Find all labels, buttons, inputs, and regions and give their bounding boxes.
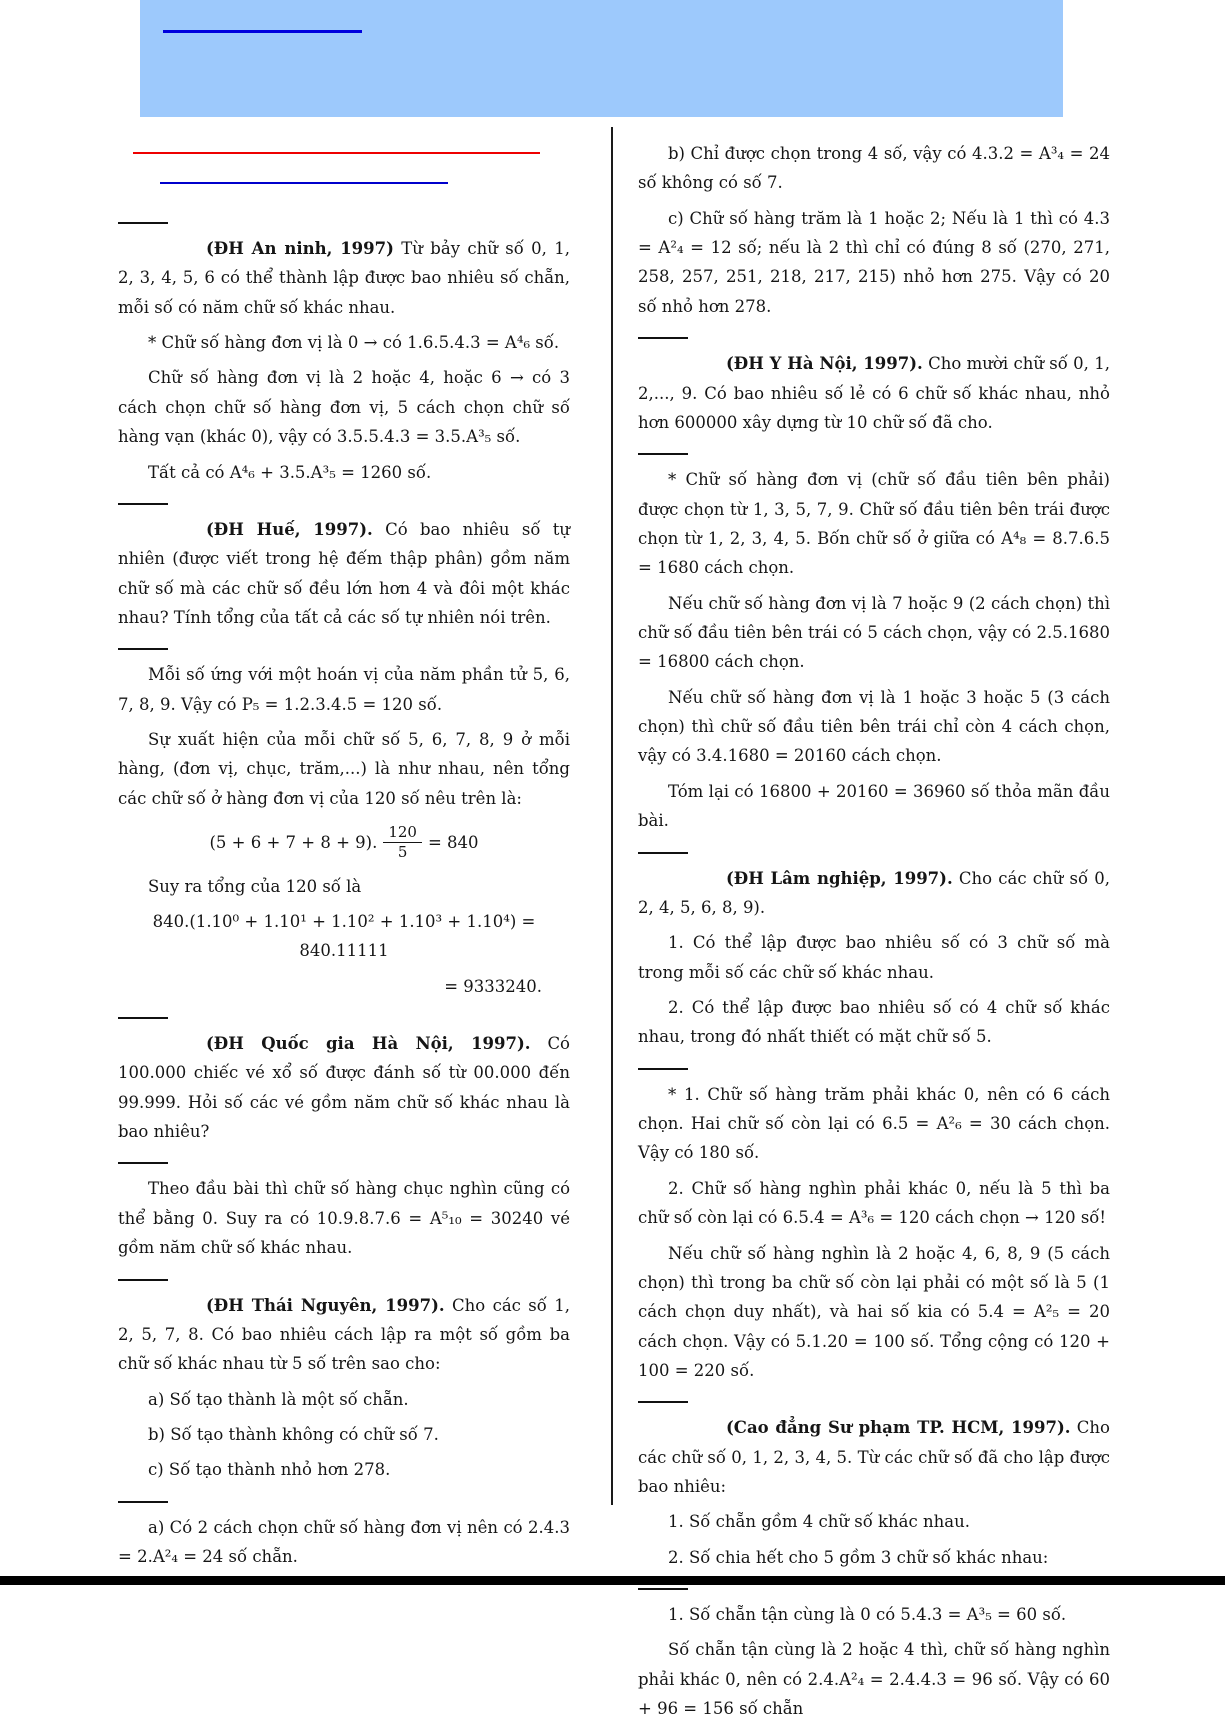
problem-text: Có bao nhiêu số tự nhiên (được viết trong hệ đếm thập phân) gồm năm chữ số mà các chữ số đều lớn hơn 4 và đôi một khác nhau? Tính tổng của tất cả các số tự nhiên nói trên. bbox=[118, 519, 571, 627]
fraction-numerator: 120 bbox=[383, 823, 422, 843]
fraction-denominator: 5 bbox=[397, 842, 408, 861]
fraction bbox=[383, 823, 422, 862]
problem-source: (ĐH Y Hà Nội, 1997). bbox=[726, 354, 923, 374]
solution-paragraph: Nếu chữ số hàng đơn vị là 7 hoặc 9 (2 cách chọn) thì chữ số đầu tiên bên trái có 5 cách chọn, vậy có 2.5.1680 = 16800 cách chọn. bbox=[638, 593, 1110, 672]
solution-paragraph: * Chữ số hàng đơn vị (chữ số đầu tiên bên phải) được chọn từ 1, 3, 5, 7, 9. Chữ số đầu tiên bên trái được chọn từ 1, 2, 3, 4, 5. Bốn chữ số ở giữa có A⁴₈ = 8.7.6.5 = 1680 cách chọn. bbox=[638, 470, 1110, 578]
section-marker-dash bbox=[638, 1401, 688, 1403]
solution-paragraph: Theo đầu bài thì chữ số hàng chục nghìn cũng có thể bằng 0. Suy ra có 10.9.8.7.6 = A⁵₁₀ = 30240 vé gồm năm chữ số khác nhau. bbox=[118, 1179, 570, 1258]
problem-text: Cho các số 1, 2, 5, 7, 8. Có bao nhiêu cách lập ra một số gồm ba chữ số khác nhau từ 5 số trên sao cho: bbox=[118, 1295, 571, 1374]
section-marker-dash bbox=[118, 648, 168, 650]
problem-text: Cho các chữ số 0, 2, 4, 5, 6, 8, 9). bbox=[638, 868, 1111, 917]
section-marker-dash bbox=[118, 503, 168, 505]
solution-paragraph: Tóm lại có 16800 + 20160 = 36960 số thỏa mãn đầu bài. bbox=[638, 781, 1110, 831]
section-marker-dash bbox=[638, 337, 688, 339]
equation: = 9333240. bbox=[444, 976, 542, 996]
list-item: 1. Số chẵn gồm 4 chữ số khác nhau. bbox=[668, 1512, 970, 1532]
problem-source: (ĐH An ninh, 1997) bbox=[206, 239, 394, 258]
problem-text: Cho các chữ số 0, 1, 2, 3, 4, 5. Từ các chữ số đã cho lập được bao nhiêu: bbox=[638, 1418, 1110, 1497]
problem-statement bbox=[638, 864, 1110, 923]
problem-statement bbox=[118, 1291, 570, 1379]
problem-text: Có 100.000 chiếc vé xổ số được đánh số từ 00.000 đến 99.999. Hỏi số các vé gồm năm chữ số khác nhau là bao nhiêu? bbox=[118, 1034, 570, 1142]
problem-statement bbox=[638, 1413, 1110, 1501]
problem-source: (ĐH Huế, 1997). bbox=[206, 519, 373, 539]
problem-statement bbox=[118, 234, 570, 322]
section-marker-dash bbox=[118, 1279, 168, 1281]
banner-title-underline bbox=[163, 30, 362, 33]
right-text-column bbox=[638, 133, 1110, 1730]
list-item: a) Số tạo thành là một số chẵn. bbox=[148, 1389, 409, 1409]
list-item: b) Số tạo thành không có chữ số 7. bbox=[148, 1425, 439, 1444]
section-marker-dash bbox=[118, 1162, 168, 1164]
fraction-equation bbox=[118, 823, 570, 862]
solution-paragraph: Chữ số hàng đơn vị là 2 hoặc 4, hoặc 6 → có 3 cách chọn chữ số hàng đơn vị, 5 cách chọn chữ số hàng vạn (khác 0), vậy có 3.5.5.4.3 = 3.5.A³₅ số. bbox=[118, 368, 570, 447]
equation: 840.(1.10⁰ + 1.10¹ + 1.10² + 1.10³ + 1.10⁴) = 840.11111 bbox=[152, 911, 536, 961]
equation-right: = 840 bbox=[427, 832, 479, 852]
solution-paragraph: Suy ra tổng của 120 số là bbox=[148, 876, 362, 896]
left-text-column bbox=[118, 206, 570, 1577]
section-marker-dash bbox=[638, 1068, 688, 1070]
problem-source: (ĐH Lâm nghiệp, 1997). bbox=[726, 868, 953, 888]
section-marker-dash bbox=[638, 852, 688, 854]
section-marker-dash bbox=[638, 1588, 688, 1590]
red-horizontal-rule bbox=[133, 152, 540, 154]
solution-paragraph: Sự xuất hiện của mỗi chữ số 5, 6, 7, 8, 9 ở mỗi hàng, (đơn vị, chục, trăm,...) là như nhau, nên tổng các chữ số ở hàng đơn vị của 120 số nêu trên là: bbox=[118, 730, 570, 808]
solution-paragraph: 2. Có thể lập được bao nhiêu số có 4 chữ số khác nhau, trong đó nhất thiết có mặt chữ số 5. bbox=[638, 997, 1110, 1047]
problem-text: Từ bảy chữ số 0, 1, 2, 3, 4, 5, 6 có thể thành lập được bao nhiêu số chẵn, mỗi số có năm chữ số khác nhau. bbox=[118, 239, 570, 317]
problem-statement bbox=[638, 349, 1110, 437]
problem-source: (ĐH Quốc gia Hà Nội, 1997). bbox=[206, 1034, 531, 1054]
solution-paragraph: 1. Số chẵn tận cùng là 0 có 5.4.3 = A³₅ = 60 số. bbox=[668, 1605, 1067, 1625]
problem-text: Cho mười chữ số 0, 1, 2,..., 9. Có bao nhiêu số lẻ có 6 chữ số khác nhau, nhỏ hơn 600000 xây dựng từ 10 chữ số đã cho. bbox=[638, 354, 1110, 432]
solution-paragraph: c) Chữ số hàng trăm là 1 hoặc 2; Nếu là 1 thì có 4.3 = A²₄ = 12 số; nếu là 2 thì chỉ có đúng 8 số (270, 271, 258, 257, 251, 218, 217, 215) nhỏ hơn 275. Vậy có 20 số nhỏ hơn 278. bbox=[638, 208, 1110, 316]
solution-paragraph: 1. Có thể lập được bao nhiêu số có 3 chữ số mà trong mỗi số các chữ số khác nhau. bbox=[638, 933, 1110, 982]
solution-paragraph: * 1. Chữ số hàng trăm phải khác 0, nên có 6 cách chọn. Hai chữ số còn lại có 6.5 = A²₆ = 30 cách chọn. Vậy có 180 số. bbox=[638, 1084, 1110, 1163]
solution-paragraph: a) Có 2 cách chọn chữ số hàng đơn vị nên có 2.4.3 = 2.A²₄ = 24 số chẵn. bbox=[118, 1517, 570, 1567]
problem-statement bbox=[118, 1029, 570, 1146]
list-item: 2. Số chia hết cho 5 gồm 3 chữ số khác nhau: bbox=[668, 1547, 1049, 1567]
blue-horizontal-rule bbox=[160, 182, 448, 184]
problem-source: (ĐH Thái Nguyên, 1997). bbox=[206, 1295, 445, 1315]
section-marker-dash bbox=[118, 1017, 168, 1019]
problem-statement bbox=[118, 515, 570, 632]
solution-paragraph: * Chữ số hàng đơn vị là 0 → có 1.6.5.4.3 = A⁴₆ số. bbox=[148, 333, 560, 353]
problem-source: (Cao đẳng Sư phạm TP. HCM, 1997). bbox=[726, 1418, 1071, 1438]
section-marker-dash bbox=[118, 1501, 168, 1503]
page-header-banner bbox=[140, 0, 1063, 117]
list-item: c) Số tạo thành nhỏ hơn 278. bbox=[148, 1460, 391, 1480]
solution-paragraph: 2. Chữ số hàng nghìn phải khác 0, nếu là 5 thì ba chữ số còn lại có 6.5.4 = A³₆ = 120 cách chọn → 120 số! bbox=[638, 1178, 1110, 1228]
solution-paragraph: Số chẵn tận cùng là 2 hoặc 4 thì, chữ số hàng nghìn phải khác 0, nên có 2.4.A²₄ = 2.4.4.3 = 96 số. Vậy có 60 + 96 = 156 số chẵn bbox=[638, 1640, 1110, 1719]
solution-paragraph: Tất cả có A⁴₆ + 3.5.A³₅ = 1260 số. bbox=[148, 462, 432, 482]
column-divider-line bbox=[611, 127, 613, 1505]
solution-paragraph: Nếu chữ số hàng nghìn là 2 hoặc 4, 6, 8, 9 (5 cách chọn) thì trong ba chữ số còn lại phải có một số là 5 (1 cách chọn duy nhất), và hai số kia có 5.4 = A²₅ = 20 cách chọn. Vậy có 5.1.20 = 100 số. Tổng cộng có 120 + 100 = 220 số. bbox=[638, 1243, 1110, 1380]
section-marker-dash bbox=[118, 222, 168, 224]
solution-paragraph: Mỗi số ứng với một hoán vị của năm phần tử 5, 6, 7, 8, 9. Vậy có P₅ = 1.2.3.4.5 = 120 số. bbox=[118, 665, 570, 714]
section-marker-dash bbox=[638, 453, 688, 455]
equation-left: (5 + 6 + 7 + 8 + 9). bbox=[209, 832, 378, 852]
solution-paragraph: Nếu chữ số hàng đơn vị là 1 hoặc 3 hoặc 5 (3 cách chọn) thì chữ số đầu tiên bên trái chỉ còn 4 cách chọn, vậy có 3.4.1680 = 20160 cách chọn. bbox=[638, 687, 1110, 766]
solution-paragraph: b) Chỉ được chọn trong 4 số, vậy có 4.3.2 = A³₄ = 24 số không có số 7. bbox=[638, 144, 1110, 193]
